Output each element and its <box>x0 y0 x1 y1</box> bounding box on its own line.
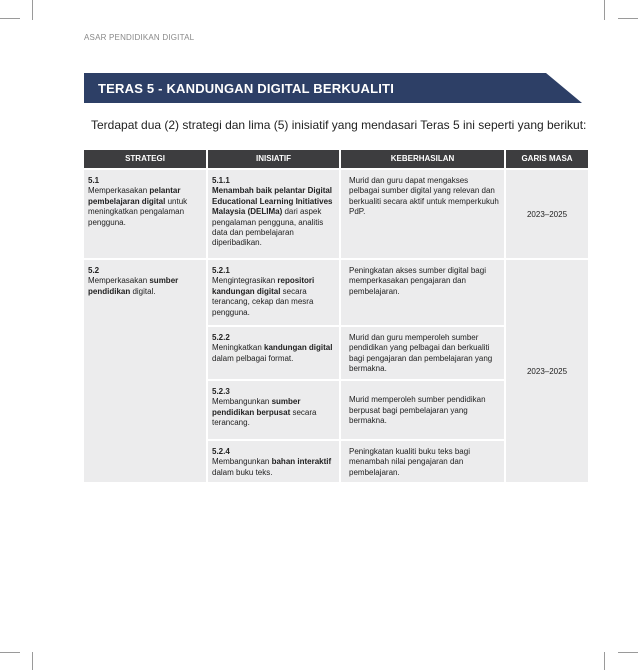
timeline-cell: 2023–2025 <box>506 170 588 258</box>
initiative-bold: Menambah baik pelantar Digital Educational Learning Initiatives Malaysia (DELIMa) <box>212 186 333 217</box>
header-inisiatif: INISIATIF <box>208 150 339 168</box>
strategy-cell <box>84 260 206 482</box>
crop-mark <box>604 652 605 670</box>
crop-mark <box>618 18 638 19</box>
initiative-text: dalam pelbagai format. <box>212 353 294 363</box>
strategy-table <box>82 148 590 484</box>
initiative-text: Membangunkan <box>212 457 272 467</box>
section-title: TERAS 5 - KANDUNGAN DIGITAL BERKUALITI <box>98 81 395 96</box>
strategy-bold: sumber pendidikan <box>88 276 179 296</box>
table-row <box>84 170 588 258</box>
outcome-cell: Murid dan guru memperoleh sumber pendidikan yang pelbagai dan berkualiti bagi pengajaran dan pembelajaran yang bermakna. <box>341 327 504 379</box>
initiative-text: secara terancang. <box>212 407 317 428</box>
initiative-cell <box>208 260 339 325</box>
section-banner <box>84 73 582 103</box>
initiative-number: 5.2.1 <box>212 266 230 275</box>
initiative-cell <box>208 327 339 379</box>
strategy-text: Memperkasakan <box>88 276 150 286</box>
table-header-row <box>84 150 588 168</box>
strategy-text: untuk meningkatkan pengalaman pengguna. <box>88 196 188 227</box>
strategy-cell <box>84 170 206 258</box>
header-garis-masa: GARIS MASA <box>506 150 588 168</box>
crop-mark <box>618 652 638 653</box>
timeline-cell: 2023–2025 <box>506 260 588 482</box>
initiative-cell <box>208 170 339 258</box>
strategy-text: Memperkasakan <box>88 186 150 196</box>
running-header: ASAR PENDIDIKAN DIGITAL <box>84 33 195 42</box>
outcome-cell: Peningkatan akses sumber digital bagi memperkasakan pengajaran dan pembelajaran. <box>341 260 504 325</box>
crop-mark <box>604 0 605 20</box>
initiative-bold: repositori kandungan digital <box>212 276 315 296</box>
strategy-number: 5.1 <box>88 176 100 185</box>
outcome-cell: Peningkatan kualiti buku teks bagi menambah nilai pengajaran dan pembelajaran. <box>341 441 504 482</box>
header-strategi: STRATEGI <box>84 150 206 168</box>
initiative-number: 5.2.3 <box>212 387 230 396</box>
header-keberhasilan: KEBERHASILAN <box>341 150 504 168</box>
initiative-number: 5.2.2 <box>212 333 230 342</box>
strategy-number: 5.2 <box>88 266 100 275</box>
initiative-cell <box>208 441 339 482</box>
strategy-text: digital. <box>130 286 156 296</box>
intro-paragraph: Terdapat dua (2) strategi dan lima (5) inisiatif yang mendasari Teras 5 ini seperti yang berikut: <box>91 118 587 132</box>
initiative-text: secara terancang, cekap dan mesra pengguna. <box>212 286 314 317</box>
initiative-text: dari aspek pengalaman pengguna, analitis data dan pembelajaran diperibadikan. <box>212 207 324 248</box>
crop-mark <box>32 0 33 20</box>
initiative-text: dalam buku teks. <box>212 467 273 477</box>
outcome-cell: Murid dan guru dapat mengakses pelbagai sumber digital yang relevan dan berkualiti secara aktif untuk memperkukuh PdP. <box>341 170 504 258</box>
table-row <box>84 260 588 325</box>
outcome-cell: Murid memperoleh sumber pendidikan berpusat bagi pembelajaran yang bermakna. <box>341 381 504 439</box>
initiative-text: Mengintegrasikan <box>212 276 278 286</box>
crop-mark <box>0 18 20 19</box>
strategy-bold: pelantar pembelajaran digital <box>88 186 181 206</box>
initiative-text: Membangunkan <box>212 397 272 407</box>
initiative-number: 5.1.1 <box>212 176 230 185</box>
crop-mark <box>0 652 20 653</box>
initiative-cell <box>208 381 339 439</box>
initiative-number: 5.2.4 <box>212 447 230 456</box>
initiative-bold: sumber pendidikan berpusat <box>212 397 301 417</box>
initiative-text: Meningkatkan <box>212 343 265 353</box>
initiative-bold: bahan interaktif <box>271 457 332 467</box>
crop-mark <box>32 652 33 670</box>
initiative-bold: kandungan digital <box>264 343 333 353</box>
